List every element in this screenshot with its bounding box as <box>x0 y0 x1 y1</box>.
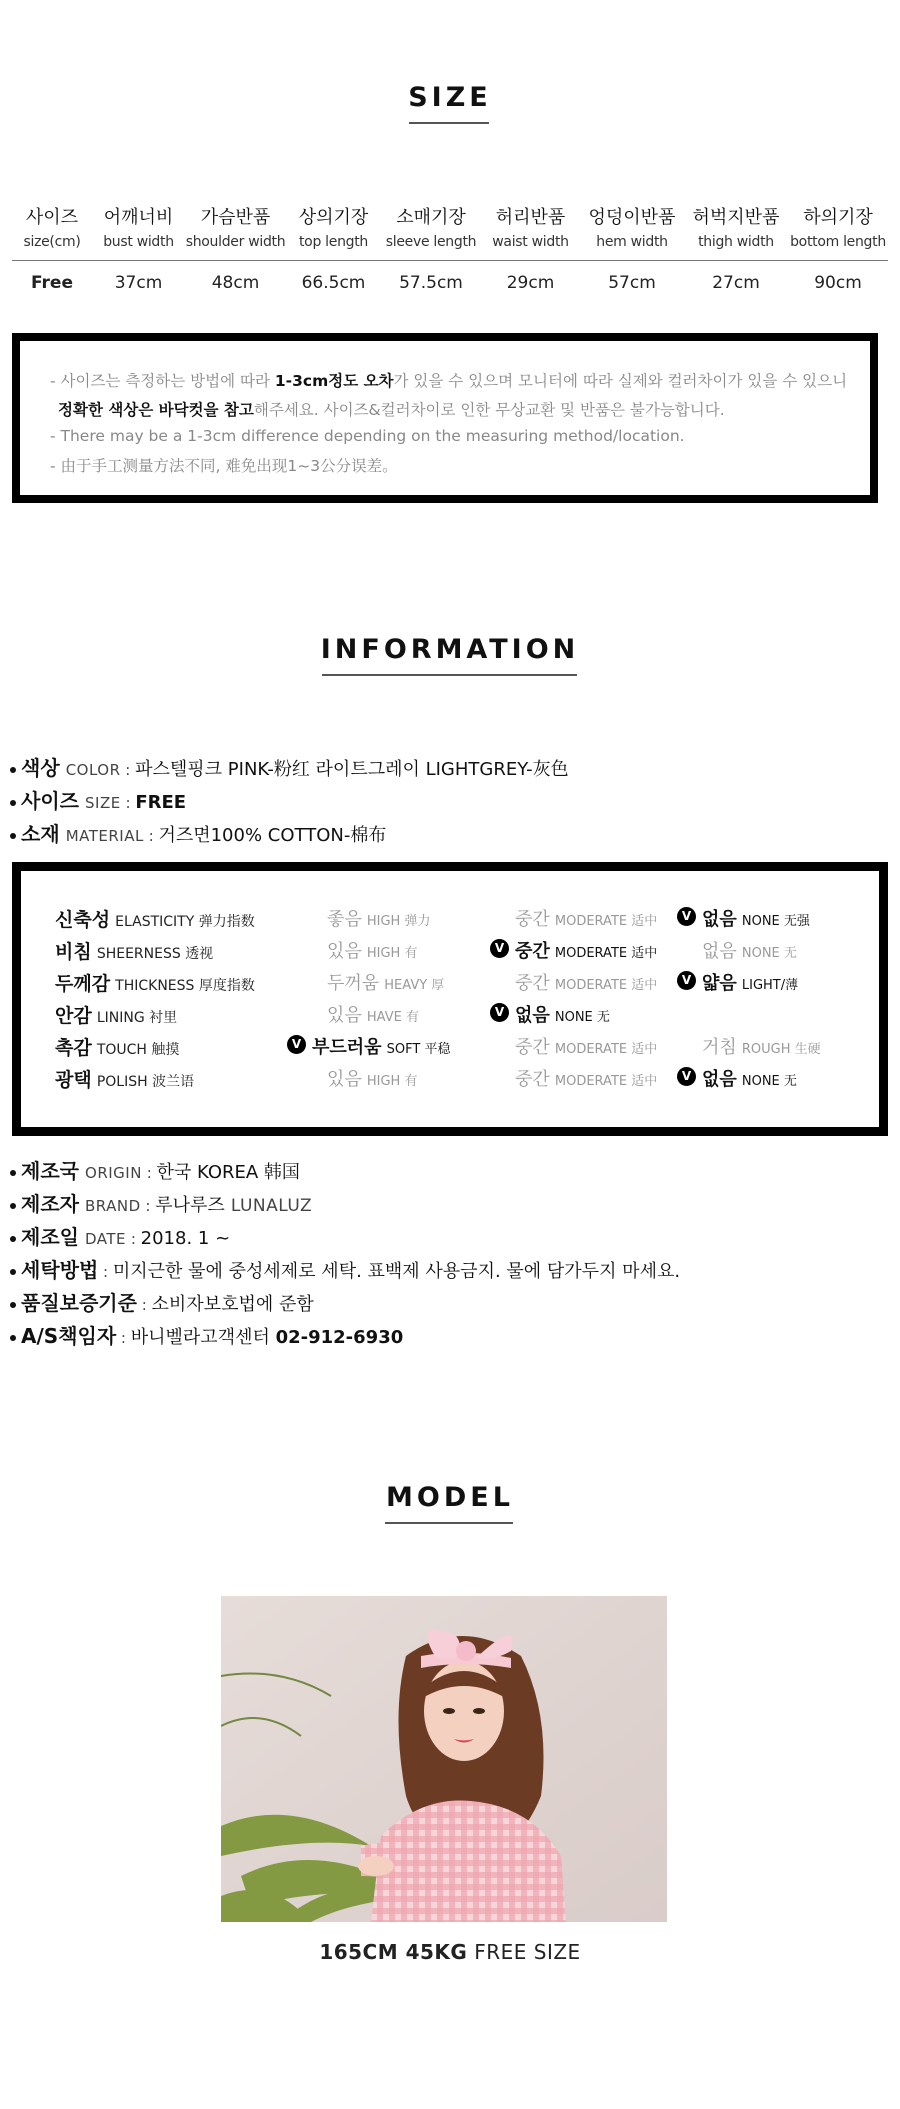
bullet-icon <box>10 800 16 806</box>
option <box>515 969 657 995</box>
info-label: 제조자 <box>21 1192 79 1216</box>
model-size: FREE SIZE <box>467 1940 581 1964</box>
info-label: 소재 <box>21 822 60 846</box>
option-label-en: HIGH 弹力 <box>366 914 431 929</box>
info-value: 바니벨라고객센터 <box>130 1327 276 1348</box>
header-ko: 사이즈 <box>25 207 79 228</box>
option-label: 중간 <box>515 1037 550 1058</box>
model-title: MODEL <box>386 1482 514 1513</box>
size-column-header <box>788 205 888 261</box>
size-note-box <box>12 333 878 503</box>
option-label: 중간 <box>515 1069 550 1090</box>
option-label-en: HIGH 有 <box>366 946 418 961</box>
info-label-en: SIZE <box>85 794 121 812</box>
table-cell: 66.5cm <box>301 273 366 293</box>
table-cell: 37cm <box>114 273 163 293</box>
size-column-header <box>481 205 580 261</box>
size-column-header <box>185 205 286 261</box>
selected-option <box>312 1033 450 1059</box>
info-value: 미지근한 물에 중성세제로 세탁. 표백제 사용금지. 물에 담가두지 마세요. <box>112 1261 681 1282</box>
bullet-icon <box>10 1236 16 1242</box>
check-icon: V <box>677 1067 696 1086</box>
option <box>327 1001 419 1027</box>
selected-option <box>515 937 657 963</box>
info-label-en: COLOR <box>65 761 121 779</box>
as-info: A/S책임자 : 바니벨라고객센터 02-912-6930 <box>10 1320 403 1349</box>
note-line-1 <box>50 369 847 391</box>
option-label-en: MODERATE 适中 <box>554 914 658 929</box>
bullet-icon <box>10 1170 16 1176</box>
option-label: 중간 <box>515 909 550 930</box>
info-value: FREE <box>135 792 187 813</box>
header-en: top length <box>298 234 369 250</box>
option-label: 있음 <box>327 1069 362 1090</box>
material-row <box>21 1033 879 1065</box>
header-ko: 허리반품 <box>495 207 566 228</box>
header-en: hem width <box>596 234 668 250</box>
header-en: sleeve length <box>385 234 477 250</box>
check-icon: V <box>677 907 696 926</box>
header-ko: 허벅지반품 <box>692 207 780 228</box>
note-text: 해주세요. 사이즈&컬러차이로 인한 무상교환 및 반품은 불가능합니다. <box>253 401 725 419</box>
property-name: 신축성 <box>55 909 111 931</box>
option <box>515 1065 657 1091</box>
origin-info: 제조국 ORIGIN : 한국 KOREA 韩国 <box>10 1155 300 1184</box>
option <box>515 1033 657 1059</box>
note-line-2 <box>58 398 725 420</box>
option <box>327 905 430 931</box>
property-name-en: LINING 衬里 <box>96 1010 178 1026</box>
option-label-en: HAVE 有 <box>366 1010 419 1025</box>
model-caption <box>0 1940 900 1964</box>
date-info: 제조일 DATE : 2018. 1 ~ <box>10 1221 230 1250</box>
table-cell: 27cm <box>712 273 760 293</box>
info-value: 파스텔핑크 PINK-粉红 라이트그레이 LIGHTGREY-灰色 <box>135 759 569 780</box>
size-column-header <box>92 205 185 261</box>
option <box>327 1065 417 1091</box>
quality-info: 품질보증기준 : 소비자보호법에 준함 <box>10 1287 314 1316</box>
check-icon: V <box>287 1035 306 1054</box>
header-ko: 어깨너비 <box>103 207 174 228</box>
note-emphasis: 1-3cm정도 오차 <box>274 372 394 390</box>
selected-option <box>702 969 798 995</box>
option-label-en: MODERATE 适中 <box>554 1074 658 1089</box>
option-label-en: NONE 无 <box>554 1010 610 1025</box>
material-row <box>21 969 879 1001</box>
check-icon: V <box>677 971 696 990</box>
material-row <box>21 905 879 937</box>
information-title-underline <box>322 674 577 676</box>
property-name-en: POLISH 波兰语 <box>96 1074 195 1090</box>
option-label: 없음 <box>515 1005 550 1026</box>
property-name-en: ELASTICITY 弹力指数 <box>115 914 255 930</box>
bullet-icon <box>10 1335 16 1341</box>
option-label-en: NONE 无 <box>741 946 797 961</box>
selected-option <box>515 1001 610 1027</box>
table-cell: 48cm <box>211 273 260 293</box>
info-label-en: DATE <box>85 1230 127 1248</box>
header-ko: 소매기장 <box>396 207 466 228</box>
property-name: 안감 <box>55 1005 92 1027</box>
property-name-en: THICKNESS 厚度指数 <box>115 978 255 994</box>
material-property-label <box>55 969 255 996</box>
size-table-header <box>12 205 888 261</box>
selected-option <box>702 905 810 931</box>
option-label: 얇음 <box>702 973 737 994</box>
selected-option <box>702 1065 797 1091</box>
table-row <box>12 261 888 295</box>
material-row <box>21 937 879 969</box>
bullet-icon <box>10 1203 16 1209</box>
info-value-en: LUNALUZ <box>230 1196 313 1216</box>
material-property-label <box>55 1065 194 1092</box>
header-ko: 가슴반품 <box>200 207 271 228</box>
material-property-label <box>55 1033 179 1060</box>
table-cell: 57cm <box>608 273 656 293</box>
bullet-icon <box>10 833 16 839</box>
color-info: 색상 COLOR : 파스텔핑크 PINK-粉红 라이트그레이 LIGHTGREY-灰色 <box>10 752 569 781</box>
table-cell: 57.5cm <box>399 273 463 293</box>
header-ko: 엉덩이반품 <box>588 207 676 228</box>
option-label-en: SOFT 平稳 <box>386 1042 451 1057</box>
info-label: 제조국 <box>21 1159 79 1183</box>
option-label-en: HIGH 有 <box>366 1074 418 1089</box>
info-label: 사이즈 <box>21 789 79 813</box>
header-en: shoulder width <box>185 234 286 250</box>
model-photo <box>221 1596 667 1922</box>
option-label: 없음 <box>702 1069 737 1090</box>
property-name: 두께감 <box>55 973 111 995</box>
note-line-3: - There may be a 1-3cm difference depending on the measuring method/location. <box>50 427 685 445</box>
property-name: 비침 <box>55 941 92 963</box>
check-icon: V <box>490 1003 509 1022</box>
size-column-header <box>12 205 92 261</box>
option-label-en: MODERATE 适中 <box>554 978 658 993</box>
check-icon: V <box>490 939 509 958</box>
info-value: 루나루즈 <box>155 1195 225 1216</box>
model-measurements: 165CM 45KG <box>319 1940 468 1964</box>
material-row <box>21 1065 879 1097</box>
header-en: bust width <box>103 234 174 250</box>
option-label: 두꺼움 <box>327 973 380 994</box>
option-label: 거침 <box>702 1037 737 1058</box>
option-label-en: MODERATE 适中 <box>554 1042 658 1057</box>
bullet-icon <box>10 767 16 773</box>
size-column-header <box>580 205 684 261</box>
info-label-en: ORIGIN <box>85 1164 142 1182</box>
bullet-icon <box>10 1269 16 1275</box>
material-row <box>21 1001 879 1033</box>
info-value: 한국 KOREA 韩国 <box>156 1162 300 1183</box>
header-en: bottom length <box>790 234 886 250</box>
info-label: 세탁방법 <box>21 1258 99 1282</box>
info-label-en: MATERIAL <box>65 827 144 845</box>
wash-info: 세탁방법 : 미지근한 물에 중성세제로 세탁. 표백제 사용금지. 물에 담가두지 마세요. <box>10 1254 680 1283</box>
option-label: 중간 <box>515 973 550 994</box>
table-cell: 29cm <box>506 273 555 293</box>
info-label-en: BRAND <box>85 1197 141 1215</box>
note-text: - 사이즈는 측정하는 방법에 따라 <box>50 372 275 390</box>
option-label: 있음 <box>327 1005 362 1026</box>
note-line-4: - 由于手工测量方法不同, 难免出现1~3公分误差。 <box>50 457 398 475</box>
material-properties-table <box>12 862 888 1136</box>
model-title-underline <box>385 1522 513 1524</box>
property-name-en: TOUCH 触摸 <box>96 1042 180 1058</box>
info-label: 품질보증기준 <box>21 1291 137 1315</box>
property-name: 광택 <box>55 1069 92 1091</box>
option <box>327 969 444 995</box>
property-name-en: SHEERNESS 透视 <box>96 946 214 962</box>
info-value: 거즈면100% COTTON-棉布 <box>158 825 387 846</box>
option <box>327 937 417 963</box>
size-title-underline <box>409 122 489 124</box>
size-info: 사이즈 SIZE : FREE <box>10 785 186 814</box>
material-property-label <box>55 905 255 932</box>
option-label: 부드러움 <box>312 1037 382 1058</box>
option-label: 있음 <box>327 941 362 962</box>
table-cell: 90cm <box>814 273 862 293</box>
note-emphasis: 정확한 색상은 바닥컷을 참고 <box>58 401 254 419</box>
header-en: thigh width <box>698 234 774 250</box>
size-column-header <box>286 205 381 261</box>
note-text: 가 있을 수 있으며 모니터에 따라 실제와 컬러차이가 있을 수 있으니 <box>393 372 848 390</box>
info-label: 제조일 <box>21 1225 79 1249</box>
option-label-en: NONE 无 <box>741 1074 797 1089</box>
size-column-header <box>381 205 481 261</box>
header-en: waist width <box>492 234 569 250</box>
property-name: 촉감 <box>55 1037 92 1059</box>
option-label: 없음 <box>702 909 737 930</box>
size-table <box>12 205 888 294</box>
information-title: INFORMATION <box>320 634 580 665</box>
header-en: size(cm) <box>23 234 81 250</box>
option <box>515 905 657 931</box>
info-label: A/S책임자 <box>21 1324 117 1348</box>
material-info: 소재 MATERIAL : 거즈면100% COTTON-棉布 <box>10 818 386 847</box>
size-title: SIZE <box>408 82 492 113</box>
header-ko: 하의기장 <box>803 207 873 228</box>
option-label-en: MODERATE 适中 <box>554 946 658 961</box>
option-label-en: ROUGH 生硬 <box>741 1042 821 1057</box>
option-label: 없음 <box>702 941 737 962</box>
info-value: 2018. 1 ~ <box>140 1228 231 1249</box>
table-cell: Free <box>31 273 73 293</box>
phone-number: 02-912-6930 <box>275 1327 404 1348</box>
option <box>702 1033 821 1059</box>
option <box>702 937 797 963</box>
info-value: 소비자보호법에 준함 <box>151 1294 314 1315</box>
option-label: 좋음 <box>327 909 362 930</box>
option-label: 중간 <box>515 941 550 962</box>
material-property-label <box>55 1001 177 1028</box>
option-label-en: NONE 无强 <box>741 914 810 929</box>
material-property-label <box>55 937 213 964</box>
option-label-en: HEAVY 厚 <box>384 978 445 993</box>
bullet-icon <box>10 1302 16 1308</box>
header-ko: 상의기장 <box>298 207 369 228</box>
option-label-en: LIGHT/薄 <box>741 978 799 993</box>
info-label: 색상 <box>21 756 60 780</box>
size-column-header <box>684 205 788 261</box>
brand-info: 제조자 BRAND : 루나루즈 LUNALUZ <box>10 1188 312 1217</box>
